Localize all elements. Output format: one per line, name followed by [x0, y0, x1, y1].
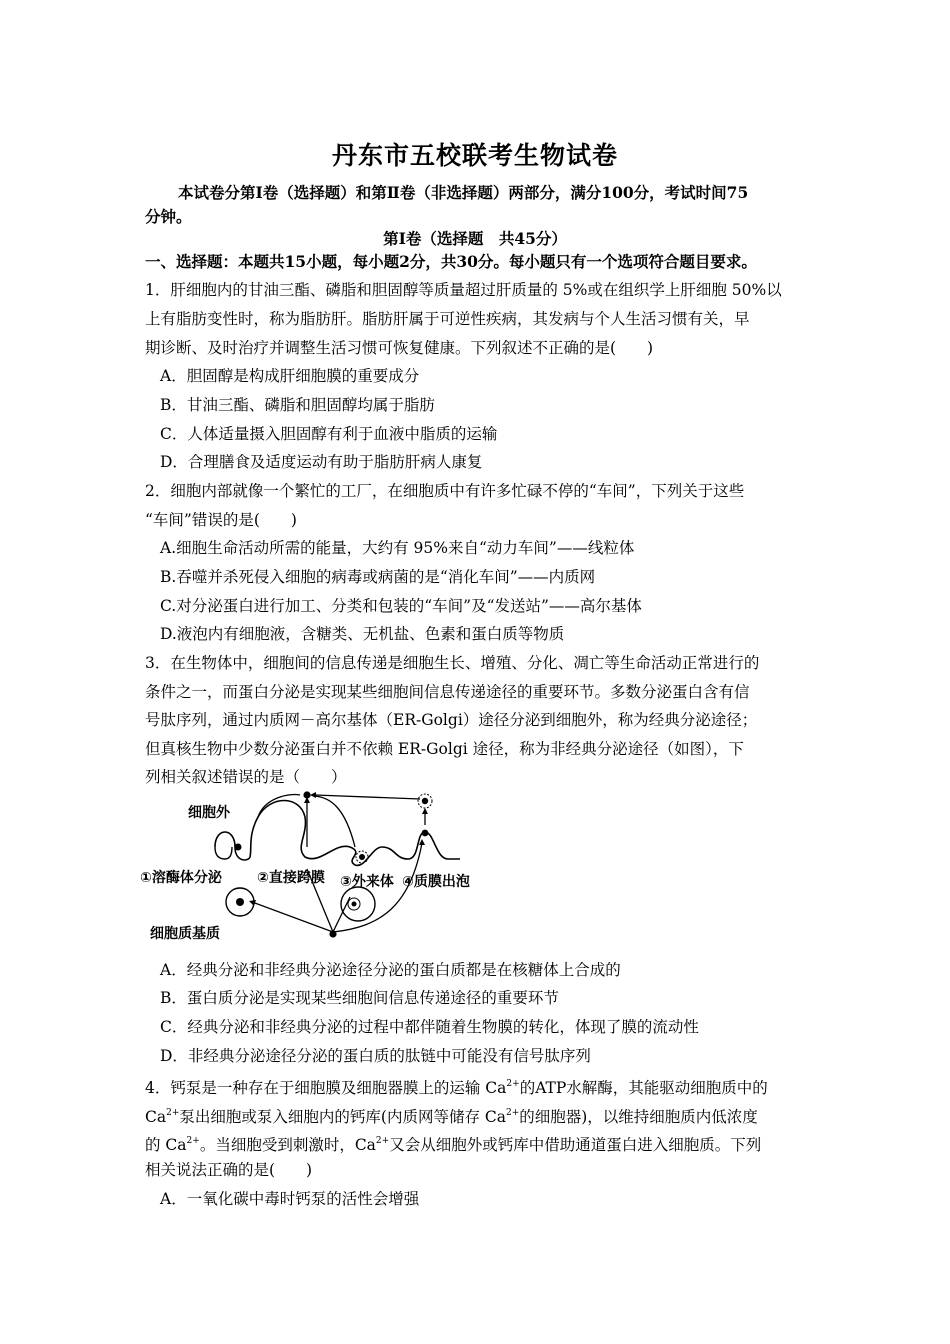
label-direct-transmembrane: ②直接跨膜 — [257, 870, 325, 886]
bleb-protein-dot — [422, 830, 429, 837]
exosome-vesicle — [356, 851, 368, 863]
cytoplasm-protein-dot — [329, 930, 336, 937]
q1-option-b: B．甘油三酯、磷脂和胆固醇均属于脂肪 — [160, 396, 435, 414]
q4-stem-3: 的 $Ca^{2+}$。当细胞受到刺激时，$Ca^{2+}$又会从细胞外或钙库中借助通道蛋白进入细胞质。下列 — [145, 1136, 762, 1154]
label-cytoplasm: 细胞质基质 — [150, 926, 220, 942]
lysosome — [226, 888, 254, 916]
q2-stem-1: 2．细胞内部就像一个繁忙的工厂，在细胞质中有许多忙碌不停的“车间”，下列关于这些 — [145, 482, 745, 500]
section-title: 第Ⅰ卷（选择题 共45分） — [383, 229, 567, 248]
lysosome-protein-dot — [235, 844, 242, 851]
q3-option-a: A．经典分泌和非经典分泌途径分泌的蛋白质都是在核糖体上合成的 — [160, 961, 621, 979]
secretion-pathway-diagram — [140, 787, 500, 947]
q1-stem-1: 1．肝细胞内的甘油三酯、磷脂和胆固醇等质量超过肝质量的 5%或在组织学上肝细胞 50%以 — [145, 281, 782, 299]
q1-option-d: D．合理膳食及适度运动有助于脂肪肝病人康复 — [160, 453, 483, 471]
q1-stem-2: 上有脂肪变性时，称为脂肪肝。脂肪肝属于可逆性疾病，其发病与个人生活习惯有关，早 — [145, 310, 750, 328]
q2-stem-2: “车间”错误的是( ) — [145, 511, 297, 529]
q4-stem-1: 4．钙泵是一种存在于细胞膜及细胞器膜上的运输 $Ca^{2+}$的ATP水解酶，其能驱动细胞质中的 — [145, 1079, 768, 1097]
q4-option-a: A．一氧化碳中毒时钙泵的活性会增强 — [160, 1190, 420, 1208]
label-outside: 细胞外 — [188, 805, 230, 821]
exam-title: 丹东市五校联考生物试卷 — [331, 141, 618, 170]
q4-stem-4: 相关说法正确的是( ) — [145, 1161, 313, 1179]
q2-option-b: B.吞噬并杀死侵入细胞的病毒或病菌的是“消化车间”——内质网 — [160, 568, 596, 586]
q3-stem-5: 列相关叙述错误的是（ ） — [145, 768, 347, 786]
part-heading: 一、选择题：本题共15小题，每小题2分，共30分。每小题只有一个选项符合题目要求。 — [145, 252, 757, 271]
q2-option-a: A.细胞生命活动所需的能量，大约有 95%来自“动力车间”——线粒体 — [160, 539, 635, 557]
q3-option-c: C．经典分泌和非经典分泌的过程中都伴随着生物膜的转化，体现了膜的流动性 — [160, 1018, 699, 1036]
q3-option-d: D．非经典分泌途径分泌的蛋白质的肽链中可能没有信号肽序列 — [160, 1047, 591, 1065]
label-lysosome-secretion: ①溶酶体分泌 — [140, 870, 222, 886]
q3-stem-4: 但真核生物中少数分泌蛋白并不依赖 ER-Golgi 途径，称为非经典分泌途径（如图），下 — [145, 740, 744, 758]
released-vesicle — [418, 794, 432, 808]
q3-option-b: B．蛋白质分泌是实现某些细胞间信息传递途径的重要环节 — [160, 989, 559, 1007]
label-exosome: ③外来体 — [340, 874, 394, 890]
q4-stem-2: $Ca^{2+}$泵出细胞或泵入细胞内的钙库(内质网等储存 $Ca^{2+}$的细胞器)，以维持细胞质内低浓度 — [145, 1108, 758, 1126]
intro-line-1: 本试卷分第Ⅰ卷（选择题）和第Ⅱ卷（非选择题）两部分，满分100分，考试时间75 — [178, 183, 749, 202]
q3-stem-3: 号肽序列，通过内质网－高尔基体（ER-Golgi）途径分泌到细胞外，称为经典分泌途径； — [145, 711, 758, 729]
q1-option-a: A．胆固醇是构成肝细胞膜的重要成分 — [160, 367, 420, 385]
q3-stem-2: 条件之一，而蛋白分泌是实现某些细胞间信息传递途径的重要环节。多数分泌蛋白含有信 — [145, 683, 750, 701]
q2-option-c: C.对分泌蛋白进行加工、分类和包装的“车间”及“发送站”——高尔基体 — [160, 597, 642, 615]
q3-stem-1: 3．在生物体中，细胞间的信息传递是细胞生长、增殖、分化、凋亡等生命活动正常进行的 — [145, 654, 760, 672]
q1-stem-3: 期诊断、及时治疗并调整生活习惯可恢复健康。下列叙述不正确的是( ) — [145, 339, 654, 357]
q2-option-d: D.液泡内有细胞液，含糖类、无机盐、色素和蛋白质等物质 — [160, 625, 565, 643]
q1-option-c: C．人体适量摄入胆固醇有利于血液中脂质的运输 — [160, 425, 498, 443]
label-membrane-blebbing: ④质膜出泡 — [402, 874, 470, 890]
intro-line-2: 分钟。 — [145, 207, 192, 226]
